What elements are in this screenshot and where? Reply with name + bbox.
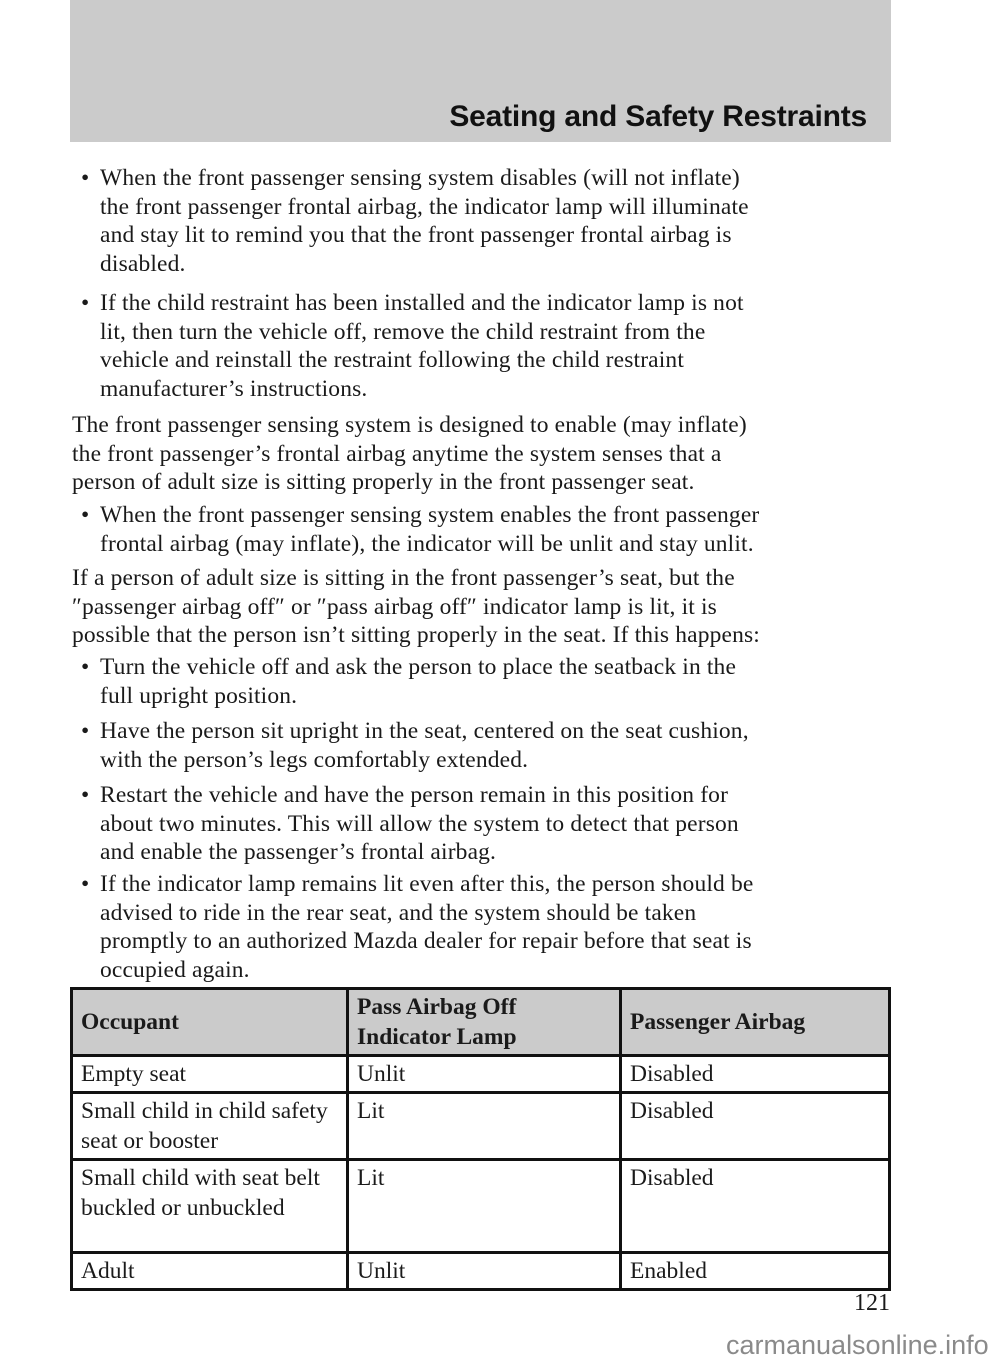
- bullet-item: [72, 164, 892, 278]
- table-row: [72, 1160, 890, 1253]
- cell-airbag: Disabled: [621, 1056, 890, 1093]
- text-line: When the front passenger sensing system disables (will not inflate): [100, 165, 740, 191]
- text-line: If the child restraint has been installed and the indicator lamp is not: [100, 290, 744, 316]
- bullet-item: [72, 501, 892, 558]
- section-header: [70, 0, 891, 142]
- text-line: and enable the passenger’s frontal airbag.: [100, 839, 497, 865]
- text-line: person of adult size is sitting properly in the front passenger seat.: [72, 469, 695, 495]
- bullet-icon: •: [81, 290, 90, 316]
- cell-lamp: Unlit: [348, 1253, 621, 1290]
- bullet-icon: •: [81, 871, 90, 897]
- bullet-icon: •: [81, 502, 90, 528]
- text-line: ″passenger airbag off″ or ″pass airbag off″ indicator lamp is lit, it is: [72, 593, 717, 620]
- cell-lamp: Lit: [348, 1160, 621, 1253]
- text-line: vehicle and reinstall the restraint following the child restraint: [100, 347, 685, 373]
- text-line: lit, then turn the vehicle off, remove the child restraint from the: [100, 318, 706, 345]
- airbag-status-table: [70, 987, 891, 1291]
- section-title: Seating and Safety Restraints: [449, 100, 867, 133]
- paragraph: [72, 564, 892, 650]
- paragraph: [72, 411, 892, 497]
- table-row: [72, 1253, 890, 1290]
- header-occupant: Occupant: [72, 989, 348, 1056]
- text-line: about two minutes. This will allow the system to detect that person: [100, 810, 739, 837]
- table-row: [72, 1056, 890, 1093]
- bullet-item: [72, 717, 892, 774]
- text-line: disabled.: [100, 250, 186, 277]
- cell-airbag: Enabled: [621, 1253, 890, 1290]
- bullet-item: [72, 870, 892, 984]
- cell-lamp: Unlit: [348, 1056, 621, 1093]
- text-line: Restart the vehicle and have the person remain in this position for: [100, 782, 729, 808]
- text-line: frontal airbag (may inflate), the indicator will be unlit and stay unlit.: [100, 530, 754, 557]
- bullet-item: [72, 289, 892, 403]
- text-line: the front passenger frontal airbag, the indicator lamp will illuminate: [100, 193, 749, 220]
- text-line: If the indicator lamp remains lit even after this, the person should be: [100, 871, 754, 897]
- bullet-icon: •: [81, 654, 90, 680]
- text-line: promptly to an authorized Mazda dealer for repair before that seat is: [100, 928, 752, 954]
- watermark: carmanualsonline.info: [726, 1330, 989, 1360]
- text-line: advised to ride in the rear seat, and the system should be taken: [100, 899, 697, 926]
- cell-airbag: Disabled: [621, 1093, 890, 1160]
- text-line: When the front passenger sensing system enables the front passenger: [100, 502, 760, 528]
- text-line: Turn the vehicle off and ask the person to place the seatback in the: [100, 654, 737, 680]
- text-line: Have the person sit upright in the seat, centered on the seat cushion,: [100, 718, 749, 744]
- text-line: and stay lit to remind you that the front passenger frontal airbag is: [100, 222, 732, 248]
- cell-airbag: Disabled: [621, 1160, 890, 1253]
- header-passenger-airbag: Passenger Airbag: [621, 989, 890, 1056]
- text-line: possible that the person isn’t sitting properly in the seat. If this happens:: [72, 622, 760, 648]
- text-line: If a person of adult size is sitting in the front passenger’s seat, but the: [72, 565, 735, 591]
- text-line: the front passenger’s frontal airbag anytime the system senses that a: [72, 440, 722, 467]
- text-line: occupied again.: [100, 956, 250, 983]
- cell-lamp: Lit: [348, 1093, 621, 1160]
- bullet-item: [72, 781, 892, 867]
- cell-occupant: Small child with seat belt buckled or unbuckled: [72, 1160, 348, 1253]
- page-number: 121: [854, 1290, 890, 1316]
- cell-occupant: Small child in child safety seat or booster: [72, 1093, 348, 1160]
- bullet-item: [72, 653, 892, 710]
- bullet-icon: •: [81, 718, 90, 744]
- table-row: [72, 1093, 890, 1160]
- table-header-row: [72, 989, 890, 1056]
- text-line: full upright position.: [100, 682, 298, 709]
- bullet-icon: •: [81, 782, 90, 808]
- text-line: The front passenger sensing system is designed to enable (may inflate): [72, 412, 747, 438]
- text-line: manufacturer’s instructions.: [100, 375, 368, 402]
- text-line: with the person’s legs comfortably extended.: [100, 746, 529, 773]
- header-indicator-lamp: Pass Airbag Off Indicator Lamp: [348, 989, 621, 1056]
- cell-occupant: Adult: [72, 1253, 348, 1290]
- cell-occupant: Empty seat: [72, 1056, 348, 1093]
- bullet-icon: •: [81, 165, 90, 191]
